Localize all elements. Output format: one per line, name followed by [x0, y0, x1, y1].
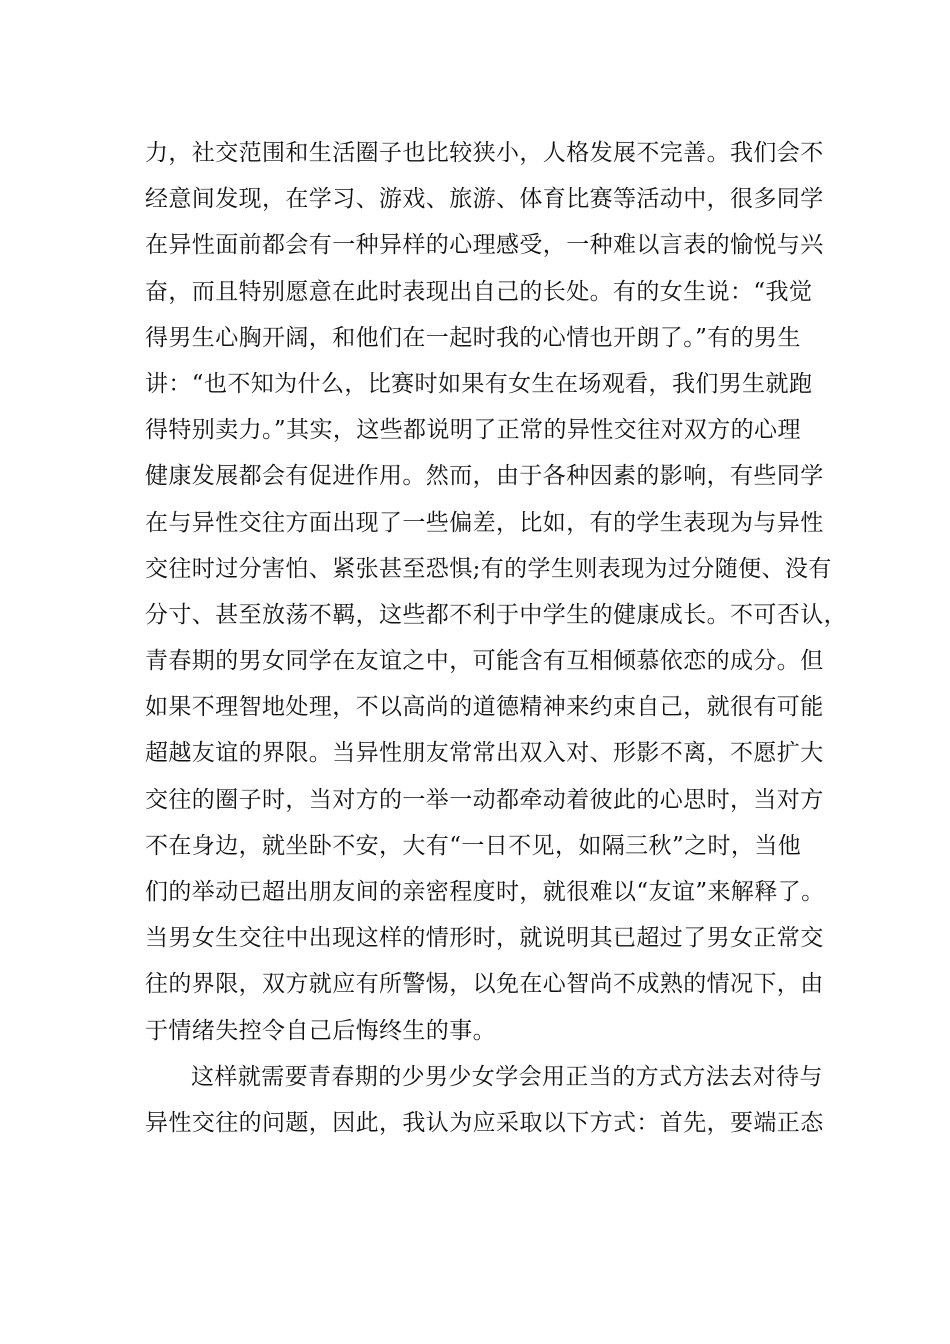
paragraph-start-line: 这样就需要青春期的少男少女学会用正当的方式方法去对待与 — [191, 1063, 823, 1090]
text-line: 不在身边，就坐卧不安，大有“一日不见，如隔三秋”之时，当他 — [145, 832, 802, 859]
text-line: 经意间发现，在学习、游戏、旅游、体育比赛等活动中，很多同学 — [145, 186, 824, 213]
text-line: 讲：“也不知为什么，比赛时如果有女生在场观看，我们男生就跑 — [145, 370, 813, 397]
text-line: 力，社交范围和生活圈子也比较狭小，人格发展不完善。我们会不 — [145, 140, 824, 166]
text-line: 交往时过分害怕、紧张甚至恐惧;有的学生则表现为过分随便、没有 — [145, 555, 832, 582]
text-line: 奋，而且特别愿意在此时表现出自己的长处。有的女生说：“我觉 — [145, 278, 813, 305]
text-line: 当男女生交往中出现这样的情形时，就说明其已超过了男女正常交 — [145, 925, 824, 952]
text-line: 超越友谊的界限。当异性朋友常常出双入对、形影不离，不愿扩大 — [145, 740, 824, 767]
text-line: 青春期的男女同学在友谊之中，可能含有互相倾慕依恋的成分。但 — [145, 648, 824, 675]
text-line: 得男生心胸开阔，和他们在一起时我的心情也开朗了。”有的男生 — [145, 324, 801, 351]
text-line: 们的举动已超出朋友间的亲密程度时，就很难以“友谊”来解释了。 — [145, 879, 825, 905]
text-line: 在异性面前都会有一种异样的心理感受，一种难以言表的愉悦与兴 — [145, 232, 824, 259]
text-line: 如果不理智地处理，不以高尚的道德精神来约束自己，就很有可能 — [145, 694, 824, 721]
text-line: 交往的圈子时，当对方的一举一动都牵动着彼此的心思时，当对方 — [145, 786, 824, 813]
text-line: 异性交往的问题，因此，我认为应采取以下方式：首先，要端正态 — [145, 1109, 824, 1136]
text-line: 往的界限，双方就应有所警惕，以免在心智尚不成熟的情况下，由 — [145, 971, 824, 998]
text-line: 在与异性交往方面出现了一些偏差，比如，有的学生表现为与异性 — [145, 509, 824, 536]
body-text — [145, 130, 847, 1146]
text-line: 于情绪失控令自己后悔终生的事。 — [145, 1017, 496, 1044]
text-line: 分寸、甚至放荡不羁，这些都不利于中学生的健康成长。不可否认， — [145, 601, 847, 628]
text-line: 健康发展都会有促进作用。然而，由于各种因素的影响，有些同学 — [145, 463, 824, 490]
text-line: 得特别卖力。”其实，这些都说明了正常的异性交往对双方的心理 — [145, 417, 801, 444]
